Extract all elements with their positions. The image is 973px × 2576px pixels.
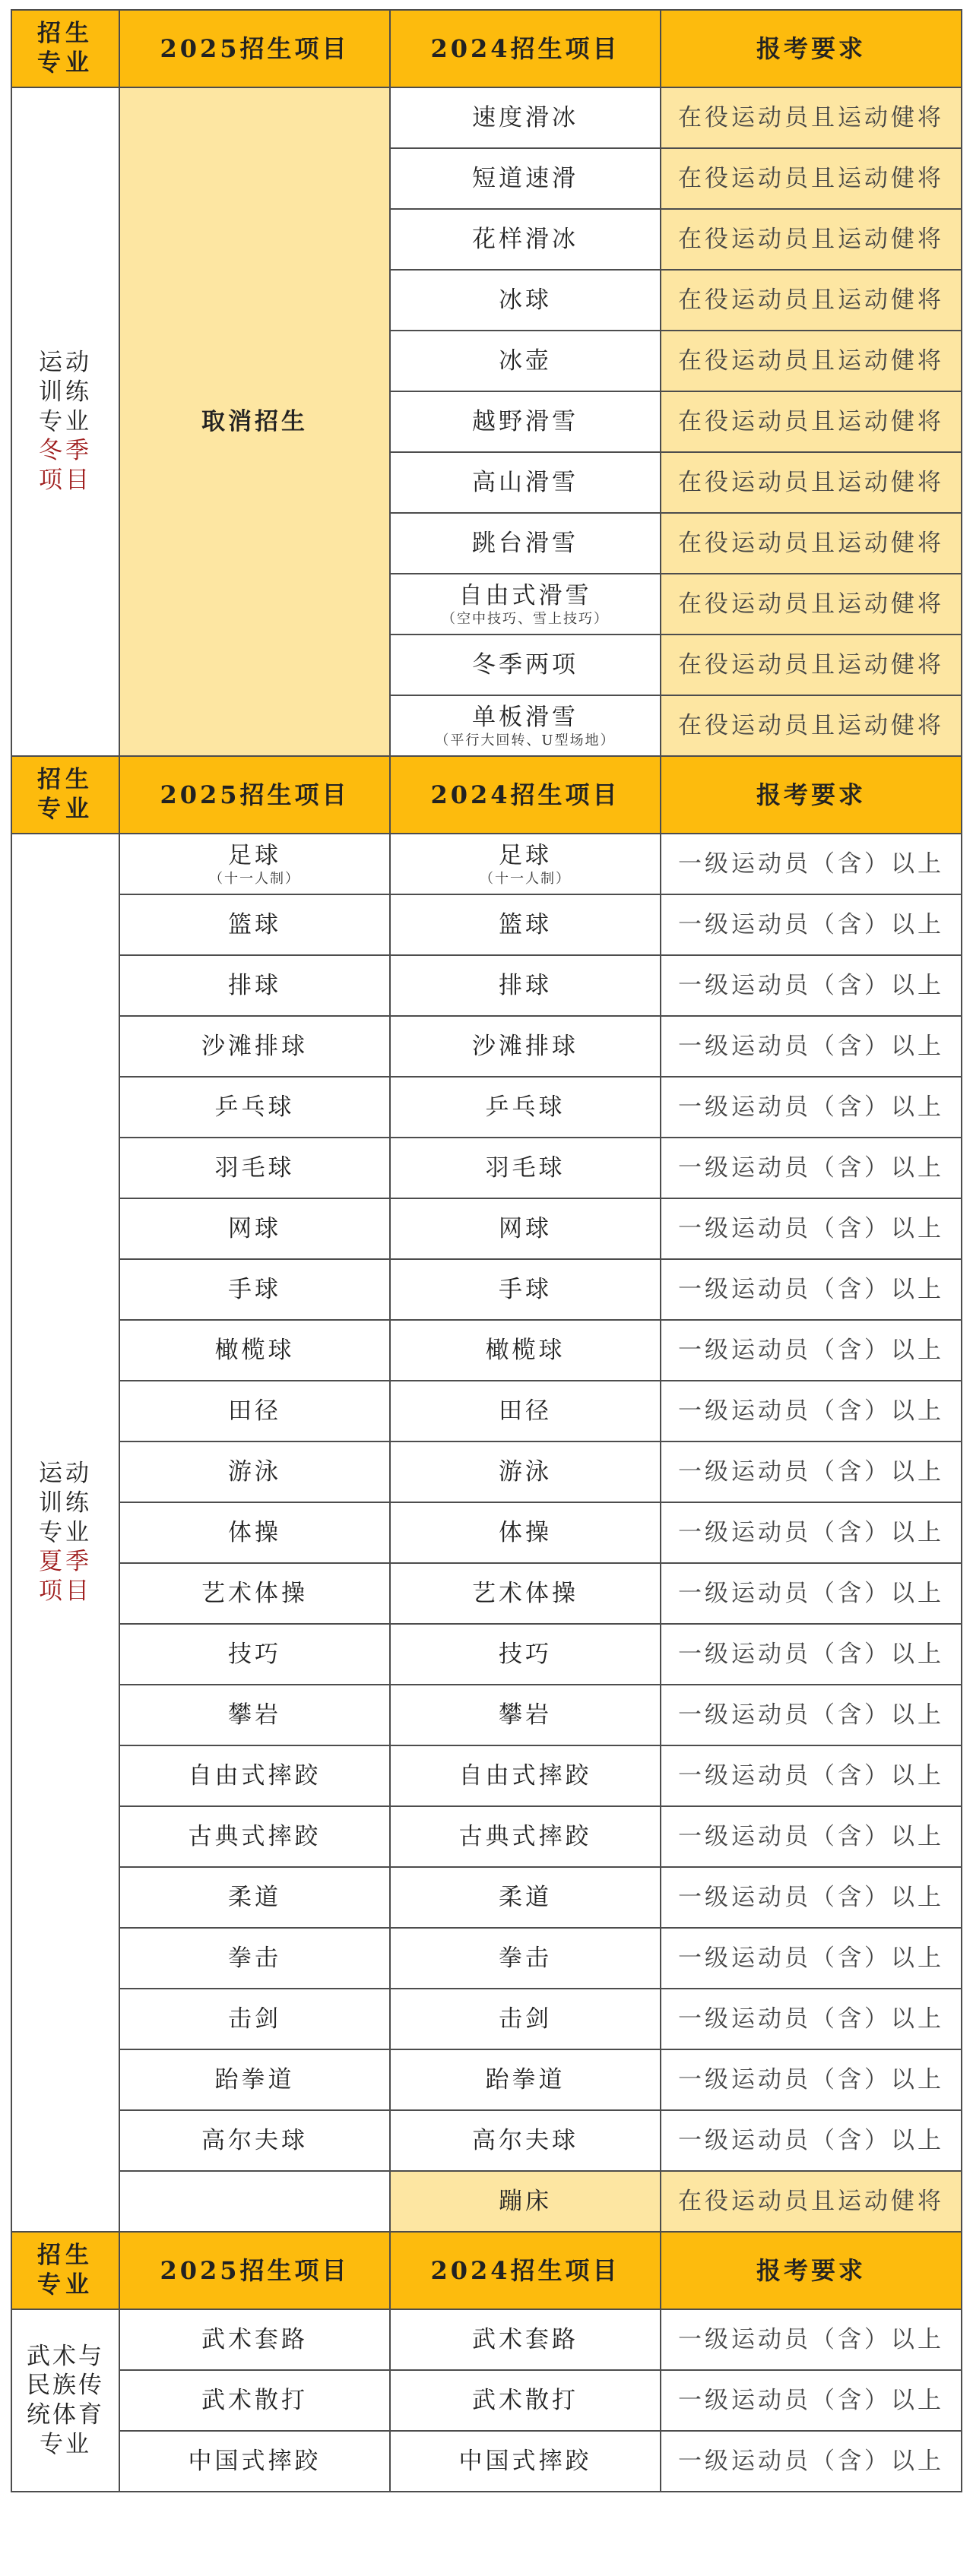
project-note: （空中技巧、雪上技巧） [442, 610, 609, 627]
requirement-cell: 一级运动员（含）以上 [661, 1441, 962, 1502]
winter-major-cell [11, 87, 119, 756]
project-2025-cell [119, 1320, 390, 1381]
project-2025-cell [119, 1502, 390, 1563]
project-2024-cell [390, 1806, 661, 1867]
requirement-cell: 一级运动员（含）以上 [661, 1502, 962, 1563]
project-name: 击剑 [499, 2005, 552, 2033]
project-name: 足球 [499, 841, 552, 869]
project-name: 拳击 [499, 1944, 552, 1972]
project-2025-cell [119, 1867, 390, 1928]
requirement-cell: 一级运动员（含）以上 [661, 1685, 962, 1745]
project-2025-cell [119, 2110, 390, 2171]
enrollment-table [11, 9, 962, 2492]
project-2024-cell [390, 1563, 661, 1624]
project-2025-cell [119, 1381, 390, 1441]
requirement-cell: 一级运动员（含）以上 [661, 1077, 962, 1138]
table-row [11, 1745, 962, 1806]
project-name: 艺术体操 [472, 1579, 578, 1607]
project-name: 游泳 [228, 1457, 281, 1486]
project-2025-cell [119, 1624, 390, 1685]
header-major [11, 756, 119, 834]
table-row [11, 1441, 962, 1502]
project-name: 跆拳道 [214, 2065, 295, 2093]
project-2025-cell [119, 2049, 390, 2110]
project-name: 篮球 [499, 910, 552, 938]
project-2024-cell [390, 1441, 661, 1502]
table-row [11, 2370, 962, 2431]
project-note: （平行大回转、U型场地） [435, 732, 616, 748]
requirement-cell: 一级运动员（含）以上 [661, 1563, 962, 1624]
table-row [11, 1928, 962, 1989]
table-row [11, 1806, 962, 1867]
winter-major-label: 运动 训练 专业 [39, 349, 92, 435]
project-2024-cell [390, 1198, 661, 1259]
project-name: 体操 [228, 1518, 281, 1546]
project-2025-cell [119, 1989, 390, 2049]
summer-season-label: 夏季 项目 [39, 1548, 92, 1606]
requirement-cell: 在役运动员且运动健将 [661, 391, 962, 452]
project-name: 乒乓球 [485, 1093, 566, 1121]
project-name: 艺术体操 [201, 1579, 308, 1607]
project-2025-cell [119, 1441, 390, 1502]
requirement-cell: 在役运动员且运动健将 [661, 2171, 962, 2232]
project-2024-cell [390, 695, 661, 756]
project-name: 速度滑冰 [472, 103, 578, 131]
project-2025-cell [119, 2171, 390, 2232]
header-requirement: 报考要求 [661, 10, 962, 87]
project-2024-cell [390, 1624, 661, 1685]
project-name: 体操 [499, 1518, 552, 1546]
table-row [11, 894, 962, 955]
project-2025-cell: 武术套路 [119, 2309, 390, 2370]
project-2025-cell [119, 1928, 390, 1989]
table-row [11, 2049, 962, 2110]
table-row [11, 1563, 962, 1624]
project-2024-cell [390, 148, 661, 209]
project-2025-cell [119, 834, 390, 894]
requirement-cell: 一级运动员（含）以上 [661, 1989, 962, 2049]
project-2025-cell [119, 1563, 390, 1624]
table-row [11, 1198, 962, 1259]
project-name: 羽毛球 [214, 1154, 295, 1182]
requirement-cell: 在役运动员且运动健将 [661, 452, 962, 513]
project-name: 橄榄球 [214, 1336, 295, 1364]
header-row-2 [11, 756, 962, 834]
requirement-cell: 一级运动员（含）以上 [661, 2370, 962, 2431]
header-major-label: 招生 专业 [37, 2242, 93, 2299]
header-major [11, 2232, 119, 2309]
requirement-cell: 一级运动员（含）以上 [661, 834, 962, 894]
requirement-cell: 一级运动员（含）以上 [661, 1928, 962, 1989]
project-2024-cell [390, 270, 661, 331]
project-2024-cell [390, 1138, 661, 1198]
project-name: 沙滩排球 [472, 1032, 578, 1060]
table-row [11, 2110, 962, 2171]
project-2024-cell [390, 513, 661, 574]
table-row [11, 1320, 962, 1381]
project-2025-cell [119, 1016, 390, 1077]
project-2024-cell: 武术套路 [390, 2309, 661, 2370]
project-2024-cell [390, 87, 661, 148]
project-name: 冰球 [499, 286, 552, 314]
project-name: 网球 [499, 1214, 552, 1242]
project-2025-cell [119, 894, 390, 955]
table-row [11, 2431, 962, 2492]
requirement-cell: 一级运动员（含）以上 [661, 2049, 962, 2110]
project-2025-cell [119, 1198, 390, 1259]
header-row-3 [11, 2232, 962, 2309]
table-row [11, 1259, 962, 1320]
project-2025-cell [119, 1259, 390, 1320]
project-name: 橄榄球 [485, 1336, 566, 1364]
project-name: 技巧 [228, 1640, 281, 1668]
project-name: 篮球 [228, 910, 281, 938]
project-2024-cell [390, 1867, 661, 1928]
table-row [11, 955, 962, 1016]
header-major [11, 10, 119, 87]
requirement-cell: 一级运动员（含）以上 [661, 1259, 962, 1320]
requirement-cell: 一级运动员（含）以上 [661, 1320, 962, 1381]
project-2024-cell [390, 1745, 661, 1806]
project-2024-cell: 武术散打 [390, 2370, 661, 2431]
project-2024-cell [390, 894, 661, 955]
table-row [11, 1502, 962, 1563]
project-2024-cell [390, 391, 661, 452]
header-requirement: 报考要求 [661, 2232, 962, 2309]
header-row-1 [11, 10, 962, 87]
project-2025-cell: 中国式摔跤 [119, 2431, 390, 2492]
project-2024-cell [390, 1077, 661, 1138]
table-row [11, 834, 962, 894]
cancel-enrollment-label: 取消招生 [201, 407, 308, 435]
project-2025-cell [119, 1745, 390, 1806]
header-major-label: 招生 专业 [37, 766, 93, 823]
project-2024-cell [390, 1685, 661, 1745]
project-name: 冬季两项 [472, 650, 578, 679]
project-2024-cell [390, 1016, 661, 1077]
project-name: 排球 [499, 971, 552, 999]
project-name: 田径 [499, 1397, 552, 1425]
header-2025: 2025招生项目 [119, 2232, 390, 2309]
table-row [11, 2171, 962, 2232]
header-2024: 2024招生项目 [390, 756, 661, 834]
project-name: 技巧 [499, 1640, 552, 1668]
requirement-cell: 一级运动员（含）以上 [661, 2309, 962, 2370]
requirement-cell: 一级运动员（含）以上 [661, 1138, 962, 1198]
project-name: 足球 [228, 841, 281, 869]
table-row [11, 1685, 962, 1745]
project-2024-cell [390, 331, 661, 391]
requirement-cell: 一级运动员（含）以上 [661, 1867, 962, 1928]
header-requirement: 报考要求 [661, 756, 962, 834]
winter-season-label: 冬季 项目 [39, 437, 92, 495]
table-row [11, 1624, 962, 1685]
summer-major-label: 运动 训练 专业 [39, 1460, 92, 1546]
table-row [11, 1138, 962, 1198]
header-2025: 2025招生项目 [119, 10, 390, 87]
project-name: 沙滩排球 [201, 1032, 308, 1060]
summer-major-cell [11, 834, 119, 2232]
project-name: 自由式摔跤 [458, 1761, 592, 1790]
project-2024-cell [390, 955, 661, 1016]
requirement-cell: 在役运动员且运动健将 [661, 574, 962, 635]
project-name: 花样滑冰 [472, 225, 578, 253]
project-name: 短道速滑 [472, 164, 578, 192]
requirement-cell: 一级运动员（含）以上 [661, 1016, 962, 1077]
project-2024-cell: 蹦床 [390, 2171, 661, 2232]
requirement-cell: 在役运动员且运动健将 [661, 513, 962, 574]
project-2024-cell [390, 834, 661, 894]
project-name: 跳台滑雪 [472, 529, 578, 557]
project-2024-cell [390, 574, 661, 635]
project-name: 高尔夫球 [472, 2126, 578, 2154]
project-name: 越野滑雪 [472, 407, 578, 435]
header-major-label: 招生 专业 [37, 20, 93, 77]
requirement-cell: 在役运动员且运动健将 [661, 331, 962, 391]
table-row [11, 2309, 962, 2370]
project-2025-cell [119, 1806, 390, 1867]
requirement-cell: 在役运动员且运动健将 [661, 148, 962, 209]
header-2024: 2024招生项目 [390, 10, 661, 87]
project-2024-cell [390, 209, 661, 270]
project-name: 排球 [228, 971, 281, 999]
project-2024-cell [390, 2110, 661, 2171]
project-name: 古典式摔跤 [188, 1822, 322, 1850]
project-name: 跆拳道 [485, 2065, 566, 2093]
project-name: 击剑 [228, 2005, 281, 2033]
project-note: （十一人制） [480, 870, 571, 887]
table-row [11, 1989, 962, 2049]
requirement-cell: 一级运动员（含）以上 [661, 2431, 962, 2492]
project-name: 田径 [228, 1397, 281, 1425]
requirement-cell: 一级运动员（含）以上 [661, 894, 962, 955]
requirement-cell: 在役运动员且运动健将 [661, 87, 962, 148]
project-2024-cell [390, 1320, 661, 1381]
cancel-enrollment-cell [119, 87, 390, 756]
project-name: 羽毛球 [485, 1154, 566, 1182]
table-row [11, 1077, 962, 1138]
requirement-cell: 在役运动员且运动健将 [661, 209, 962, 270]
table-row [11, 1016, 962, 1077]
wushu-major-label: 武术与 民族传 统体育 专业 [27, 2342, 104, 2458]
project-2025-cell [119, 1138, 390, 1198]
project-name: 手球 [499, 1275, 552, 1303]
project-2024-cell [390, 635, 661, 695]
project-name: 乒乓球 [214, 1093, 295, 1121]
requirement-cell: 在役运动员且运动健将 [661, 695, 962, 756]
project-name: 冰壶 [499, 347, 552, 375]
requirement-cell: 一级运动员（含）以上 [661, 2110, 962, 2171]
project-2024-cell [390, 1989, 661, 2049]
requirement-cell: 在役运动员且运动健将 [661, 270, 962, 331]
project-name: 自由式摔跤 [188, 1761, 322, 1790]
table-row [11, 87, 962, 148]
header-2024: 2024招生项目 [390, 2232, 661, 2309]
project-name: 攀岩 [228, 1701, 281, 1729]
project-note: （十一人制） [209, 870, 300, 887]
header-2025: 2025招生项目 [119, 756, 390, 834]
project-name: 古典式摔跤 [458, 1822, 592, 1850]
requirement-cell: 一级运动员（含）以上 [661, 1198, 962, 1259]
requirement-cell: 一级运动员（含）以上 [661, 955, 962, 1016]
wushu-major-cell [11, 2309, 119, 2492]
project-name: 手球 [228, 1275, 281, 1303]
table-row [11, 1867, 962, 1928]
project-name: 拳击 [228, 1944, 281, 1972]
project-2025-cell: 武术散打 [119, 2370, 390, 2431]
project-name: 游泳 [499, 1457, 552, 1486]
project-2024-cell [390, 1381, 661, 1441]
project-2024-cell [390, 2049, 661, 2110]
project-2024-cell [390, 1259, 661, 1320]
requirement-cell: 一级运动员（含）以上 [661, 1381, 962, 1441]
requirement-cell: 一级运动员（含）以上 [661, 1806, 962, 1867]
project-name: 柔道 [228, 1883, 281, 1911]
project-name: 柔道 [499, 1883, 552, 1911]
project-name: 单板滑雪 [472, 703, 578, 731]
requirement-cell: 一级运动员（含）以上 [661, 1624, 962, 1685]
table-row [11, 1381, 962, 1441]
project-2025-cell [119, 1685, 390, 1745]
requirement-cell: 在役运动员且运动健将 [661, 635, 962, 695]
project-2025-cell [119, 955, 390, 1016]
project-2024-cell [390, 1928, 661, 1989]
project-name: 网球 [228, 1214, 281, 1242]
project-name: 攀岩 [499, 1701, 552, 1729]
project-2024-cell [390, 452, 661, 513]
project-name: 高尔夫球 [201, 2126, 308, 2154]
project-2024-cell: 中国式摔跤 [390, 2431, 661, 2492]
project-2024-cell [390, 1502, 661, 1563]
requirement-cell: 一级运动员（含）以上 [661, 1745, 962, 1806]
project-2025-cell [119, 1077, 390, 1138]
project-name: 高山滑雪 [472, 468, 578, 496]
project-name: 自由式滑雪 [458, 581, 592, 609]
